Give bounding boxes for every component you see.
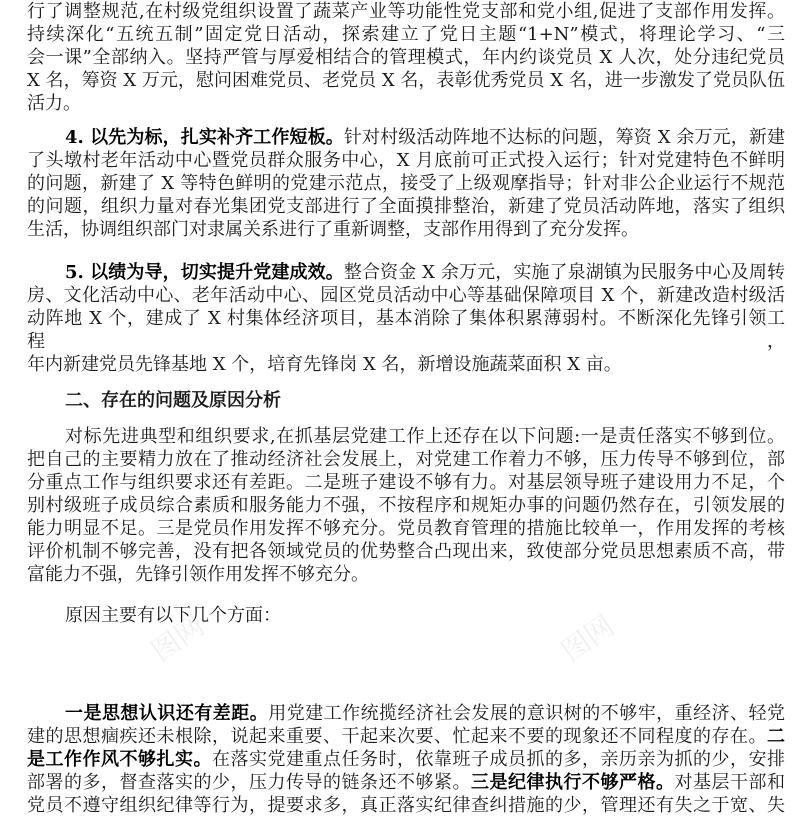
text-line (27, 126, 785, 149)
text-line: 把自己的主要精力放在了推动经济社会发展上，对党建工作着力不够，压力传导不够到位，部 (27, 449, 785, 470)
cause-heading: 二 (767, 726, 785, 747)
paragraph-party-activities (27, 0, 785, 115)
text-line: 党员不遵守组织纪律等行为，提要求多，真正落实纪律查纠措施的少，管理还有失之于宽、失 (27, 795, 785, 816)
cause-heading: 三是纪律执行不够严格。 (471, 772, 675, 793)
text-line: 了头墩村老年活动中心暨党员群众服务中心，X 月底前可正式投入运行；针对党建特色不鲜明 (27, 150, 785, 171)
item-heading: 5. 以绩为导，切实提升党建成效。 (65, 262, 344, 283)
text-line (27, 725, 785, 748)
text-line: 能力明显不足。三是党员作用发挥不够充分。党员教育管理的措施比较单一，作用发挥的考核 (27, 518, 785, 539)
text-line: 的问题，组织力量对春光集团党支部进行了全面摸排整治，新建了党员活动阵地，落实了组织 (27, 196, 785, 217)
text-line: 评价机制不够完善，没有把各领域党员的优势整合凸现出来，致使部分党员思想素质不高，带 (27, 541, 785, 562)
section-heading (27, 389, 785, 412)
text-line: 的问题，新建了 X 等特色鲜明的党建示范点，接受了上级观摩指导；针对非公企业运行不规范 (27, 173, 785, 194)
text-line (27, 702, 785, 725)
causes-intro (27, 604, 785, 627)
text-line (27, 261, 785, 284)
text-line: 年内新建党员先锋基地 X 个，培育先锋岗 X 名，新增设施蔬菜面积 X 亩。 (27, 354, 622, 375)
watermark: 图网 (555, 609, 621, 669)
item-heading: 4. 以先为标，扎实补齐工作短板。 (65, 127, 344, 148)
paragraph-item-4 (27, 126, 785, 241)
paragraph-problems (27, 425, 785, 586)
watermark: 图网 (145, 609, 211, 669)
cause-heading: 一是思想认识还有差距。 (65, 703, 269, 724)
text-line (27, 771, 785, 794)
text-line: 会一课”全部纳入。坚持严管与厚爱相结合的管理模式，年内约谈党员 X 人次，处分违纪党员 (27, 47, 785, 68)
text-line: 对标先进典型和组织要求,在抓基层党建工作上还存在以下问题:一是责任落实不够到位。 (65, 426, 785, 447)
text-line: 动阵地 X 个，建成了 X 村集体经济项目，基本消除了集体积累薄弱村。不断深化先锋引领工程， (27, 308, 785, 352)
text: 在落实党建重点任务时，依靠班子成员抓的多，亲历亲为抓的少，安排 (212, 749, 785, 770)
text: 对基层干部和 (674, 772, 785, 793)
text: 针对村级活动阵地不达标的问题，筹资 X 余万元，新建 (343, 127, 785, 148)
text-line: 分重点工作与组织要求还有差距。二是班子建设不够有力。对基层领导班子建设用力不足，个 (27, 472, 785, 493)
text-line: 行了调整规范,在村级党组织设置了蔬菜产业等功能性党支部和党小组,促进了支部作用发挥。 (27, 1, 785, 22)
text-line: 活力。 (27, 93, 81, 114)
cause-heading: 是工作作风不够扎实。 (27, 749, 212, 770)
text: 整合资金 X 余万元，实施了泉湖镇为民服务中心及周转 (343, 262, 785, 283)
text-line: X 名，筹资 X 万元，慰问困难党员、老党员 X 名，表彰优秀党员 X 名，进一步激发了党员队伍 (27, 70, 785, 91)
text-line: 房、文化活动中心、老年活动中心、园区党员活动中心等基础保障项目 X 个，新建改造村级活 (27, 285, 785, 306)
paragraph-item-5 (27, 261, 785, 376)
text: 用党建工作统揽经济社会发展的意识树的不够牢，重经济、轻党 (268, 703, 786, 724)
text-line: 富能力不强，先锋引领作用发挥不够充分。 (27, 564, 369, 585)
text-line: 别村级班子成员综合素质和服务能力不强，不按程序和规矩办事的问题仍然存在，引领发展的 (27, 495, 785, 516)
section-title: 二、存在的问题及原因分析 (65, 390, 281, 411)
text-line: 生活，协调组织部门对隶属关系进行了重新调整，支部作用得到了充分发挥。 (27, 219, 639, 240)
text-line (27, 748, 785, 771)
text-line: 原因主要有以下几个方面： (65, 605, 281, 626)
text: 建的思想痼疾还未根除，说起来重要、干起来次要、忙起来不要的现象还不同程度的存在。 (27, 726, 767, 747)
text-line: 持续深化“五统五制”固定党日活动，探索建立了党日主题“1+N”模式，将理论学习、“三 (27, 24, 785, 45)
text: 部署的多，督查落实的少，压力传导的链条还不够紧。 (27, 772, 471, 793)
